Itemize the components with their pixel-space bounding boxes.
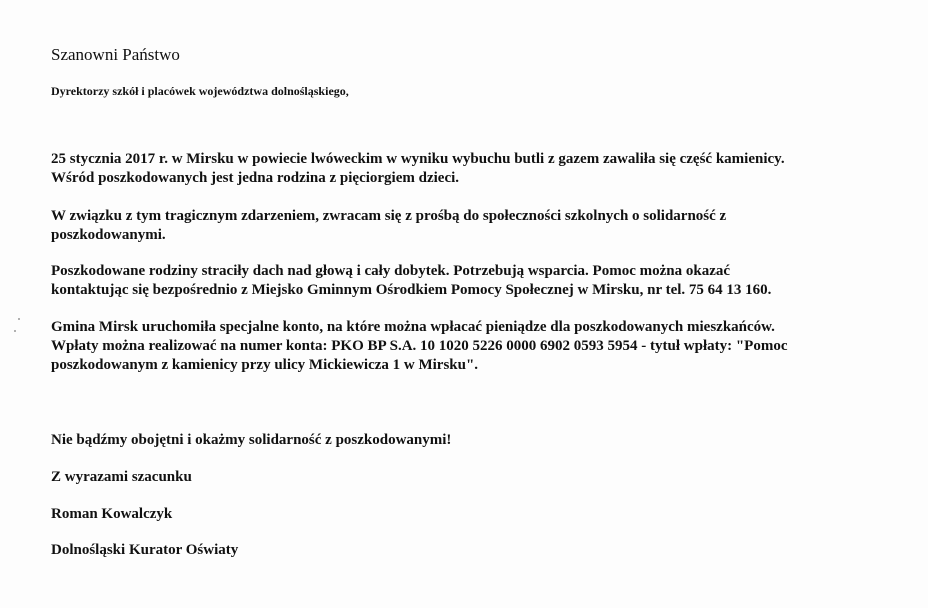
paragraph-contact (51, 262, 911, 300)
scan-speck (18, 318, 20, 320)
signature-name: Roman Kowalczyk (51, 506, 173, 522)
paragraph-line: kontaktując się bezpośrednio z Miejsko Gminnym Ośrodkiem Pomocy Społecznej w Mirsku, nr tel. 75 64 13 160. (51, 282, 772, 298)
addressee-line: Dyrektorzy szkół i placówek województwa dolnośląskiego, (51, 84, 349, 98)
paragraph-line: Gmina Mirsk uruchomiła specjalne konto, na które można wpłacać pieniądze dla poszkodowanych mieszkańców. (51, 319, 775, 335)
scan-speck (14, 330, 16, 332)
regards-line: Z wyrazami szacunku (51, 469, 192, 485)
paragraph-line: 25 stycznia 2017 r. w Mirsku w powiecie lwóweckim w wyniku wybuchu butli z gazem zawaliła się część kamienicy. (51, 151, 785, 167)
paragraph-line: Wśród poszkodowanych jest jedna rodzina z pięciorgiem dzieci. (51, 170, 460, 186)
paragraph-line: W związku z tym tragicznym zdarzeniem, zwracam się z prośbą do społeczności szkolnych o solidarność z (51, 208, 727, 224)
closing-appeal: Nie bądźmy obojętni i okażmy solidarność z poszkodowanymi! (51, 432, 452, 448)
paragraph-bank-account (51, 318, 911, 375)
paragraph-line: Wpłaty można realizować na numer konta: PKO BP S.A. 10 1020 5226 0000 6902 0593 5954 - tytuł wpłaty: "Pomoc (51, 338, 788, 354)
salutation: Szanowni Państwo (51, 45, 180, 64)
paragraph-incident (51, 150, 911, 188)
signature-title: Dolnośląski Kurator Oświaty (51, 542, 239, 558)
paragraph-line: poszkodowanymi. (51, 227, 166, 243)
paragraph-line: Poszkodowane rodziny straciły dach nad głową i cały dobytek. Potrzebują wsparcia. Pomoc można okazać (51, 263, 731, 279)
paragraph-line: poszkodowanym z kamienicy przy ulicy Mickiewicza 1 w Mirsku". (51, 357, 479, 373)
paragraph-appeal (51, 207, 911, 245)
